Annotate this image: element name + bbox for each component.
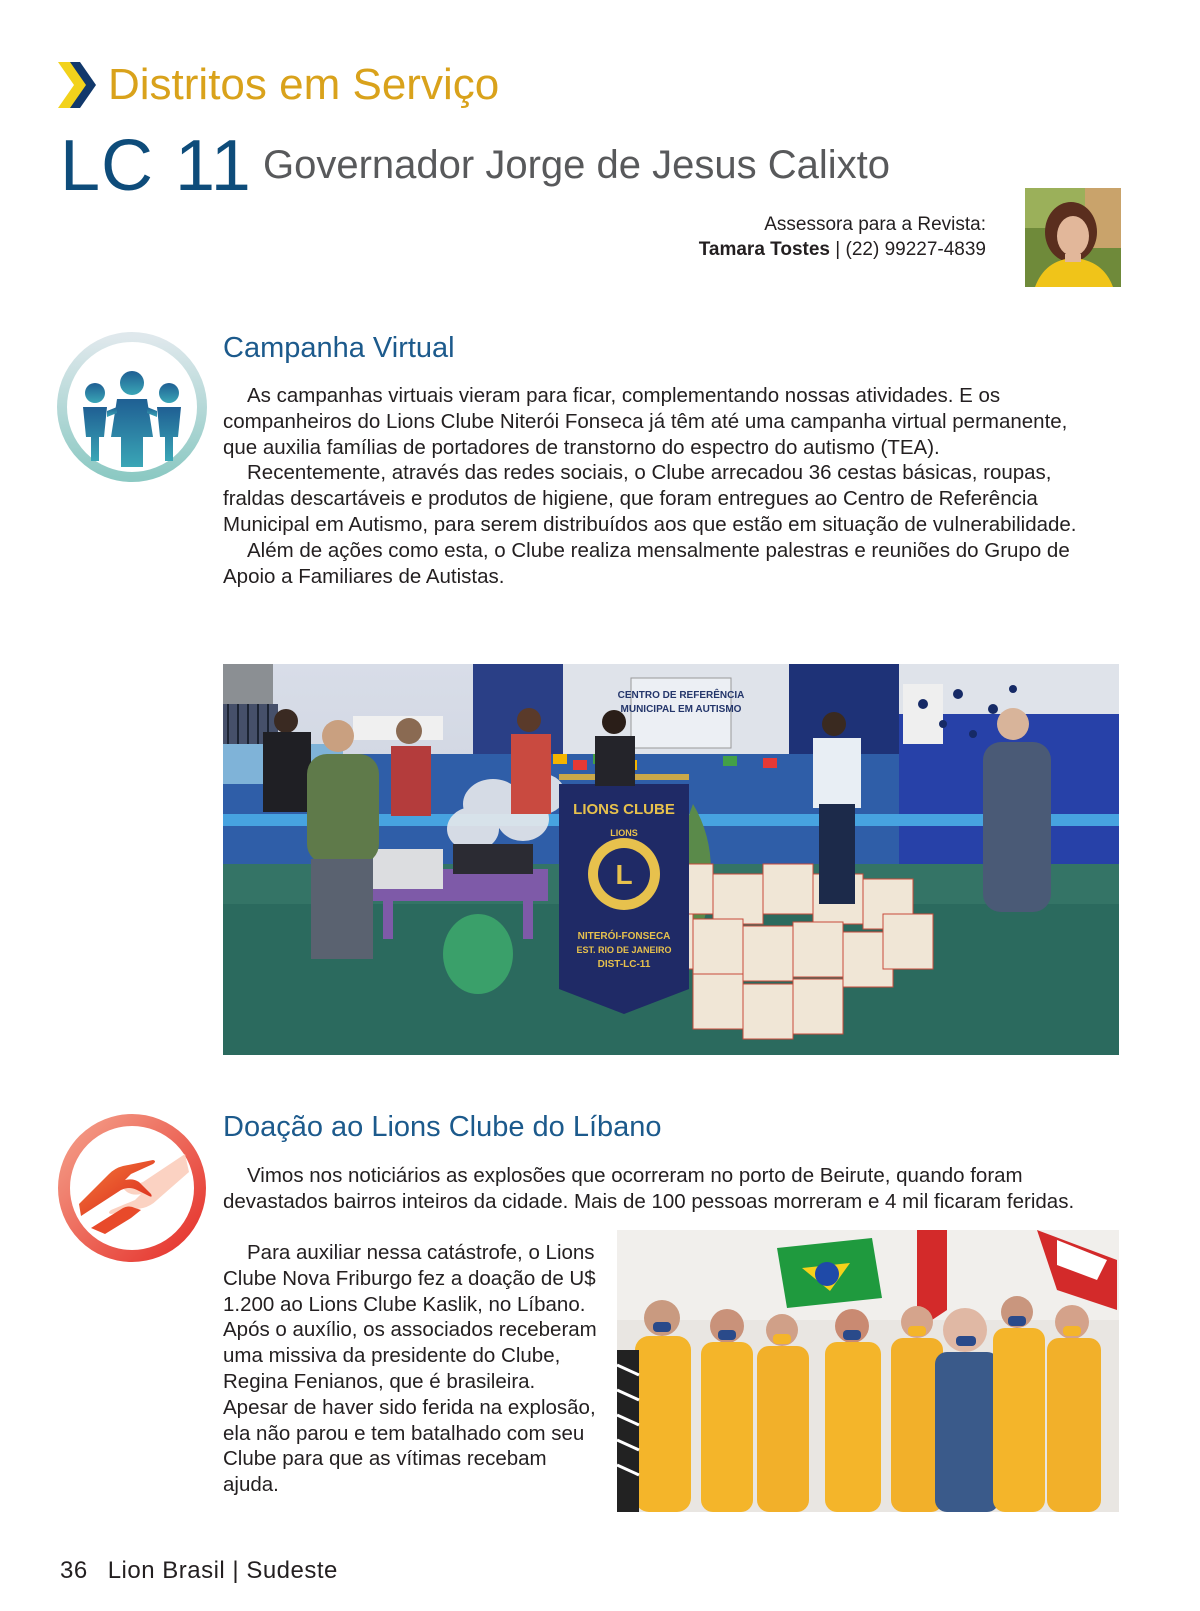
banner-mid: LIONS — [610, 828, 638, 838]
banner-bottom-2: EST. RIO DE JANEIRO — [576, 945, 672, 955]
double-chevron-icon — [58, 62, 98, 108]
paragraph: As campanhas virtuais vieram para ficar, complementando nossas atividades. E os companheiros do Lions Clube Niterói Fonseca já têm até uma campanha virtual permanente, que auxilia famílias de portadores de transtorno do espectro do autismo (TEA). — [223, 384, 1068, 459]
paragraph: Além de ações como esta, o Clube realiza mensalmente palestras e reuniões do Grupo de Apoio a Familiares de Autistas. — [223, 538, 1070, 588]
article-body — [223, 383, 1091, 589]
credit-name: Tamara Tostes — [698, 239, 830, 260]
lions-group-photo — [617, 1230, 1119, 1512]
section-header — [58, 60, 499, 110]
children-icon — [57, 331, 207, 483]
banner-bottom-3: DIST-LC-11 — [597, 959, 651, 970]
article-body-column — [223, 1240, 601, 1498]
credit-separator: | — [830, 239, 846, 260]
article-body — [223, 1163, 1113, 1215]
banner-top: LIONS CLUBE — [573, 801, 675, 818]
credit-contact — [699, 237, 986, 262]
banner-bottom-1: NITERÓI-FONSECA — [577, 931, 671, 942]
contact-headshot — [1025, 188, 1121, 287]
credit-label: Assessora para a Revista: — [764, 214, 986, 235]
paragraph: Recentemente, através das redes sociais, o Clube arrecadou 36 cestas básicas, roupas, fraldas descartáveis e produtos de higiene, que foram entregues ao Centro de Referência Municipal em Autismo, para serem distribuídos aos que estão em situação de vulnerabilidade. — [223, 461, 1077, 536]
sign-line-2: MUNICIPAL EM AUTISMO — [620, 704, 742, 715]
article-title: Doação ao Lions Clube do Líbano — [223, 1111, 662, 1143]
governor-name: Governador Jorge de Jesus Calixto — [263, 143, 890, 187]
paragraph: Para auxiliar nessa catástrofe, o Lions Clube Nova Friburgo fez a doação de U$ 1.200 ao Lions Clube Kaslik, no Líbano. Após o auxílio, os associados receberam uma missiva da presidente do Clube, Regina Fenianos, que é brasileira. Apesar de haver sido ferida na explosão, ela não parou e tem batalhado com seu Clube para que as vítimas recebam ajuda. — [223, 1241, 597, 1497]
helping-hands-icon — [57, 1112, 207, 1264]
paragraph: Vimos nos noticiários as explosões que ocorreram no porto de Beirute, quando foram devastados bairros inteiros da cidade. Mais de 100 pessoas morreram e 4 mil ficaram feridas. — [223, 1164, 1075, 1213]
section-title: Distritos em Serviço — [108, 60, 500, 109]
sign-line-1: CENTRO DE REFERÊNCIA — [617, 690, 745, 701]
donation-photo — [223, 664, 1119, 1055]
page-number: 36 — [60, 1557, 88, 1584]
publication-name: Lion Brasil | Sudeste — [107, 1557, 338, 1584]
svg-text:L: L — [615, 859, 633, 890]
credit-block — [699, 212, 986, 262]
article-title: Campanha Virtual — [223, 332, 455, 364]
page-footer — [60, 1557, 338, 1585]
district-code: LC 11 — [60, 126, 252, 206]
credit-phone: (22) 99227-4839 — [845, 239, 986, 260]
